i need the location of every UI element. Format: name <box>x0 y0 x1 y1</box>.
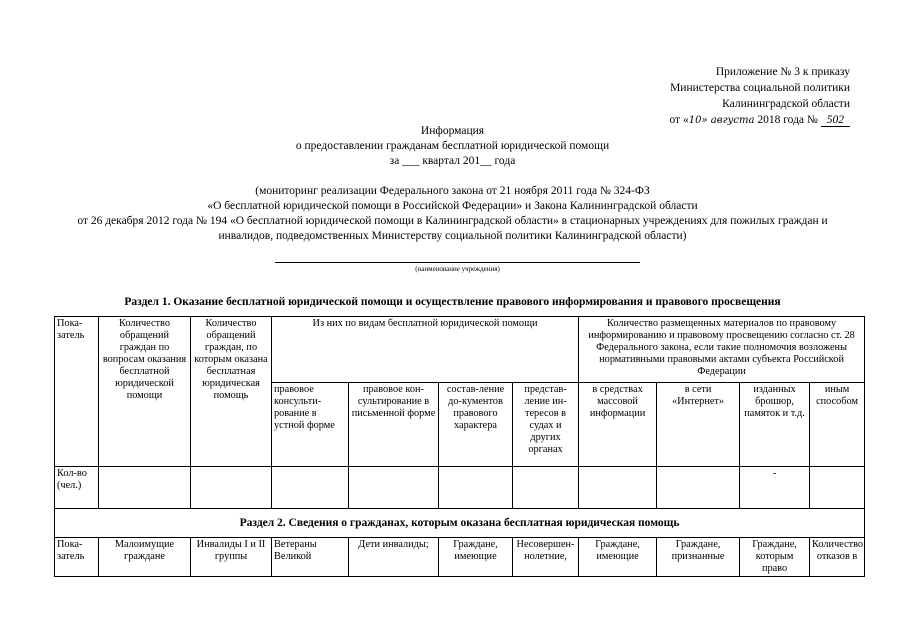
monitoring-line-4: инвалидов, подведомственных Министерству социальной политики Калининградской области) <box>218 230 687 242</box>
t2-header-disabled-children: Дети инвалиды; <box>349 538 439 577</box>
date-day-handwritten: 10 <box>688 115 702 126</box>
section-1-title: Раздел 1. Оказание бесплатной юридической помощи и осуществление правового информирования и правового просвещения <box>124 296 781 308</box>
appendix-line-2: Министерства социальной политики <box>670 82 850 94</box>
monitoring-line-3: от 26 декабря 2012 года № 194 «О бесплатной юридической помощи в Калининградской области» в стационарных учреждениях для пожилых граждан и <box>77 215 828 227</box>
t1-header-citizens-helped: Количество обращений граждан, по которым оказана бесплатная юридическая помощь <box>191 317 272 467</box>
institution-caption: (наименование учреждения) <box>415 265 500 273</box>
t1-header-other-way: иным способом <box>810 383 865 467</box>
report-table <box>54 316 865 577</box>
appendix-block <box>590 64 850 129</box>
appendix-line-1: Приложение № 3 к приказу <box>715 66 850 78</box>
t2-header-citizens-having: Граждане, имеющие <box>439 538 513 577</box>
monitoring-note <box>40 184 865 244</box>
t2-header-indicator: Пока-затель <box>55 538 99 577</box>
t1-cell-legal-docs <box>439 467 513 509</box>
t1-cell-requests <box>99 467 191 509</box>
t1-header-court-representation: представ-ление ин-тересов в судах и других органах <box>513 383 579 467</box>
t2-header-low-income: Малоимущие граждане <box>99 538 191 577</box>
t1-cell-court-representation <box>513 467 579 509</box>
t1-header-written-consult: правовое кон-сультирование в письменной форме <box>349 383 439 467</box>
title-line-3: за ___ квартал 201__ года <box>389 155 516 167</box>
t2-header-veterans: Ветераны Великой <box>272 538 349 577</box>
t1-cell-other-way <box>810 467 865 509</box>
appendix-line-3: Калининградской области <box>722 98 850 110</box>
t2-header-refusals: Количество отказов в <box>810 538 865 577</box>
t2-header-disabled: Инвалиды I и II группы <box>191 538 272 577</box>
t1-row-label: Кол-во (чел.) <box>55 467 99 509</box>
t1-cell-brochures: - <box>740 467 810 509</box>
t1-header-oral-consult: правовое консульти-рование в устной форме <box>272 383 349 467</box>
t1-cell-written-consult <box>349 467 439 509</box>
t1-header-help-types: Из них по видам бесплатной юридической помощи <box>272 317 579 383</box>
t1-header-indicator: Пока-затель <box>55 317 99 467</box>
title-line-2: о предоставлении гражданам бесплатной юридической помощи <box>295 140 610 152</box>
t1-cell-oral-consult <box>272 467 349 509</box>
t1-cell-citizens-helped <box>191 467 272 509</box>
t1-header-brochures: изданных брошюр, памяток и т.д. <box>740 383 810 467</box>
t2-header-recognized: Граждане, признанные <box>657 538 740 577</box>
title-line-1: Информация <box>420 125 485 137</box>
t2-header-right: Граждане, которым право <box>740 538 810 577</box>
date-year: 2018 года № <box>757 114 818 126</box>
t1-header-materials: Количество размещенных материалов по правовому информированию и правовому просвещению согласно ст. 28 Федерального закона, если такие полномочия возложены нормативными правовыми актами субъекта Российской Федерации <box>579 317 865 383</box>
t1-header-requests: Количество обращений граждан по вопросам оказания бесплатной юридической помощи <box>99 317 191 467</box>
section-2-title: Раздел 2. Сведения о гражданах, которым оказана бесплатная юридическая помощь <box>55 509 865 538</box>
document-title <box>0 124 905 169</box>
monitoring-line-1: (мониторинг реализации Федерального закона от 21 ноября 2011 года № 324-ФЗ <box>255 185 650 197</box>
t2-header-minors: Несовершен-нолетние, <box>513 538 579 577</box>
t1-header-legal-docs: состав-ление до-кументов правового характера <box>439 383 513 467</box>
t1-cell-internet <box>657 467 740 509</box>
date-month-handwritten: » августа <box>701 115 755 126</box>
institution-underline <box>275 262 640 263</box>
date-prefix: от « <box>669 114 689 126</box>
t1-header-mass-media: в средствах массовой информации <box>579 383 657 467</box>
t2-header-citizens-having-2: Граждане, имеющие <box>579 538 657 577</box>
t1-header-internet: в сети «Интернет» <box>657 383 740 467</box>
order-number-handwritten: 502 <box>821 114 850 127</box>
monitoring-line-2: «О бесплатной юридической помощи в Российской Федерации» и Закона Калининградской области <box>207 200 698 212</box>
t1-cell-mass-media <box>579 467 657 509</box>
